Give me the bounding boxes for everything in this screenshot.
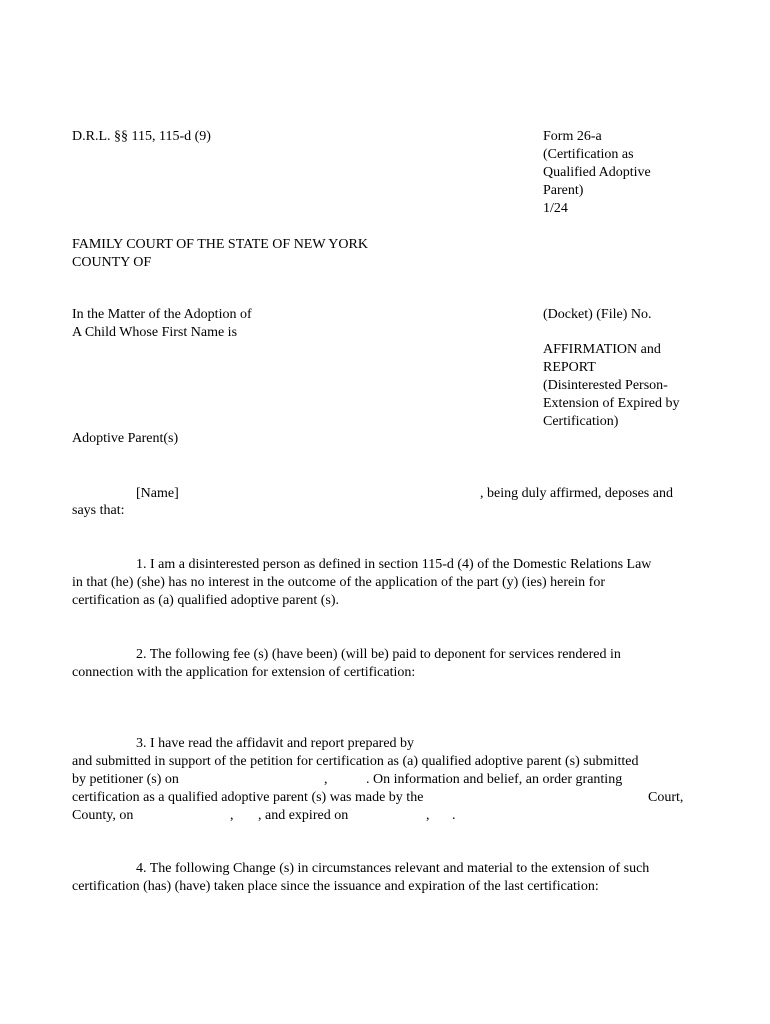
child-name-label: A Child Whose First Name is [72, 325, 238, 340]
comma-text: , [230, 808, 234, 823]
petition-year-field[interactable] [330, 771, 364, 789]
paragraph-line: 2. The following fee (s) (have been) (will be) paid to deponent for services rendered in [136, 647, 621, 662]
paragraph-line [72, 807, 697, 825]
paragraph-text: . On information and belief, an order granting [366, 772, 623, 787]
petition-date-field[interactable] [188, 771, 318, 789]
form-title-line: (Certification as [543, 147, 634, 162]
paragraph-line [72, 771, 697, 789]
expiration-date-field[interactable] [362, 807, 424, 825]
county-field[interactable] [155, 254, 375, 272]
paragraph-4 [72, 860, 649, 896]
docket-number-field[interactable] [655, 306, 735, 324]
matter-caption [72, 306, 391, 342]
paragraph-text: Court, [648, 790, 684, 805]
comma-text: , [324, 772, 328, 787]
statute-reference: D.R.L. §§ 115, 115-d (9) [72, 129, 211, 144]
circumstance-changes-field[interactable] [72, 898, 692, 952]
paragraph-text: , and expired on [258, 808, 349, 823]
period-text: . [452, 808, 456, 823]
paragraph-line: 1. I am a disinterested person as defined in section 115-d (4) of the Domestic Relations Law [136, 557, 652, 572]
county-label: COUNTY OF [72, 255, 152, 270]
document-title-line: Certification) [543, 414, 619, 429]
county-line [72, 254, 375, 272]
paragraph-text: by petitioner (s) on [72, 772, 179, 787]
child-name-line [72, 324, 391, 342]
paragraph-line: certification (has) (have) taken place since the issuance and expiration of the last certification: [72, 879, 599, 894]
child-first-name-field[interactable] [241, 324, 391, 342]
expiration-year-field[interactable] [432, 807, 450, 825]
fee-description-field[interactable] [72, 682, 692, 718]
document-title-line: (Disinterested Person- [543, 378, 668, 393]
document-title-line: AFFIRMATION and [543, 342, 661, 357]
paragraph-text: 3. I have read the affidavit and report prepared by [136, 736, 415, 751]
paragraph-line: certification as (a) qualified adoptive parent (s). [72, 593, 340, 608]
docket-number-line [543, 306, 735, 324]
paragraph-3 [72, 735, 697, 825]
affiant-name-placeholder: [Name] [136, 486, 179, 501]
court-heading [72, 236, 375, 272]
document-title-line: Extension of Expired by [543, 396, 680, 411]
report-preparer-field[interactable] [418, 735, 618, 753]
form-number: Form 26-a [543, 129, 602, 144]
docket-label: (Docket) (File) No. [543, 307, 652, 322]
affiant-name-field[interactable] [190, 485, 475, 503]
paragraph-line [72, 789, 697, 807]
comma-text: , [426, 808, 430, 823]
paragraph-text: certification as a qualified adoptive parent (s) was made by the [72, 790, 424, 805]
adoptive-parents-label: Adoptive Parent(s) [72, 431, 179, 446]
paragraph-line: 4. The following Change (s) in circumstances relevant and material to the extension of such [136, 861, 650, 876]
paragraph-line: and submitted in support of the petition for certification as (a) qualified adoptive parent (s) submitted [72, 754, 639, 769]
paragraph-1 [72, 556, 651, 610]
paragraph-text: County, on [72, 808, 134, 823]
affirmation-clause: , being duly affirmed, deposes and [480, 486, 673, 501]
paragraph-line [72, 735, 697, 753]
form-title-line: Parent) [543, 183, 584, 198]
paragraph-2 [72, 646, 621, 682]
order-year-field[interactable] [236, 807, 258, 825]
document-title-line: REPORT [543, 360, 596, 375]
form-identifier [543, 128, 651, 218]
document-title [543, 341, 679, 431]
court-name: FAMILY COURT OF THE STATE OF NEW YORK [72, 237, 368, 252]
issuing-court-field[interactable] [456, 789, 646, 807]
paragraph-line: connection with the application for extension of certification: [72, 665, 416, 680]
form-revision-date: 1/24 [543, 201, 568, 216]
form-title-line: Qualified Adoptive [543, 165, 651, 180]
matter-line: In the Matter of the Adoption of [72, 307, 252, 322]
paragraph-line: in that (he) (she) has no interest in the outcome of the application of the part (y) (ies) herein for [72, 575, 605, 590]
says-that-text: says that: [72, 503, 125, 518]
order-date-field[interactable] [142, 807, 227, 825]
